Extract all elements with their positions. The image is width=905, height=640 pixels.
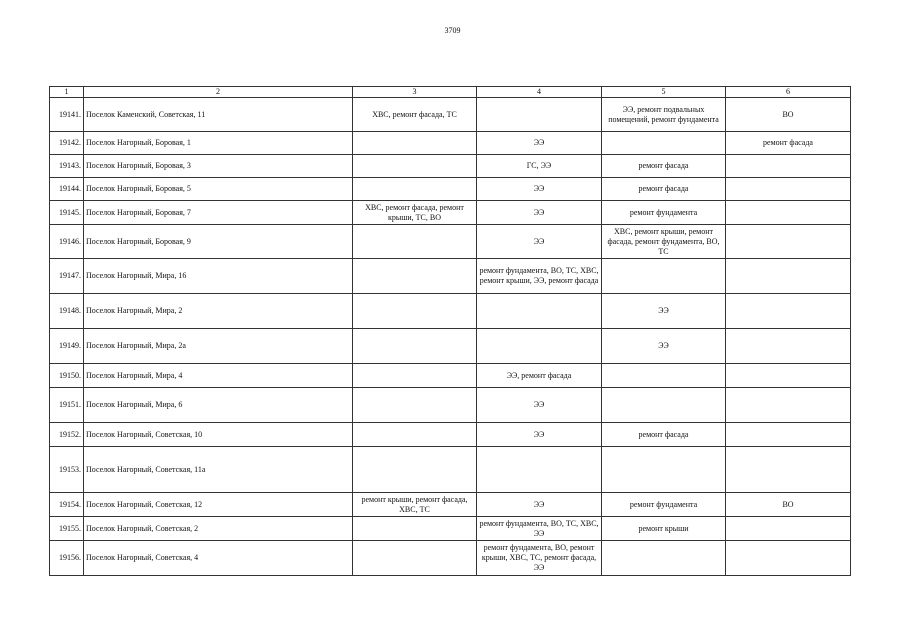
column-5-cell xyxy=(602,132,726,155)
column-4-cell: ЭЭ xyxy=(477,201,602,225)
row-number: 19149. xyxy=(50,329,84,364)
column-3-cell xyxy=(353,364,477,388)
address-cell: Поселок Нагорный, Советская, 2 xyxy=(84,517,353,541)
address-cell: Поселок Каменский, Советская, 11 xyxy=(84,98,353,132)
column-6-cell xyxy=(726,364,851,388)
column-3-cell xyxy=(353,517,477,541)
column-5-cell: ремонт фундамента xyxy=(602,493,726,517)
column-header: 1 xyxy=(50,87,84,98)
table-row xyxy=(50,201,851,225)
column-5-cell: ЭЭ xyxy=(602,294,726,329)
address-cell: Поселок Нагорный, Боровая, 7 xyxy=(84,201,353,225)
row-number: 19142. xyxy=(50,132,84,155)
row-number: 19156. xyxy=(50,541,84,576)
address-cell: Поселок Нагорный, Мира, 16 xyxy=(84,259,353,294)
table-row xyxy=(50,493,851,517)
column-6-cell xyxy=(726,541,851,576)
address-cell: Поселок Нагорный, Мира, 2а xyxy=(84,329,353,364)
column-4-cell xyxy=(477,329,602,364)
row-number: 19143. xyxy=(50,155,84,178)
address-cell: Поселок Нагорный, Мира, 4 xyxy=(84,364,353,388)
column-5-cell xyxy=(602,259,726,294)
column-3-cell xyxy=(353,259,477,294)
row-number: 19141. xyxy=(50,98,84,132)
table-row xyxy=(50,294,851,329)
row-number: 19153. xyxy=(50,447,84,493)
column-header: 4 xyxy=(477,87,602,98)
column-6-cell xyxy=(726,155,851,178)
column-4-cell: ЭЭ xyxy=(477,178,602,201)
table-row xyxy=(50,329,851,364)
column-3-cell xyxy=(353,388,477,423)
table-row xyxy=(50,423,851,447)
row-number: 19155. xyxy=(50,517,84,541)
address-cell: Поселок Нагорный, Советская, 12 xyxy=(84,493,353,517)
table-row xyxy=(50,259,851,294)
column-6-cell xyxy=(726,329,851,364)
column-3-cell xyxy=(353,132,477,155)
column-6-cell: ВО xyxy=(726,98,851,132)
column-3-cell: ремонт крыши, ремонт фасада, ХВС, ТС xyxy=(353,493,477,517)
table-row xyxy=(50,541,851,576)
column-5-cell: ремонт фасада xyxy=(602,178,726,201)
address-cell: Поселок Нагорный, Боровая, 9 xyxy=(84,225,353,259)
column-4-cell xyxy=(477,98,602,132)
address-cell: Поселок Нагорный, Боровая, 5 xyxy=(84,178,353,201)
column-3-cell: ХВС, ремонт фасада, ТС xyxy=(353,98,477,132)
address-cell: Поселок Нагорный, Советская, 4 xyxy=(84,541,353,576)
column-6-cell xyxy=(726,447,851,493)
table-row xyxy=(50,447,851,493)
table-row xyxy=(50,155,851,178)
column-6-cell: ВО xyxy=(726,493,851,517)
row-number: 19145. xyxy=(50,201,84,225)
column-header: 6 xyxy=(726,87,851,98)
column-3-cell xyxy=(353,447,477,493)
address-cell: Поселок Нагорный, Советская, 11а xyxy=(84,447,353,493)
column-6-cell xyxy=(726,294,851,329)
page-number: 3709 xyxy=(444,26,461,35)
registry-table xyxy=(49,86,851,576)
row-number: 19148. xyxy=(50,294,84,329)
column-5-cell xyxy=(602,541,726,576)
table-row xyxy=(50,225,851,259)
column-4-cell: ГС, ЭЭ xyxy=(477,155,602,178)
column-6-cell xyxy=(726,259,851,294)
column-3-cell xyxy=(353,294,477,329)
row-number: 19152. xyxy=(50,423,84,447)
column-3-cell: ХВС, ремонт фасада, ремонт крыши, ТС, ВО xyxy=(353,201,477,225)
column-5-cell: ХВС, ремонт крыши, ремонт фасада, ремонт фундамента, ВО, ТС xyxy=(602,225,726,259)
column-4-cell: ЭЭ xyxy=(477,388,602,423)
column-3-cell xyxy=(353,225,477,259)
column-4-cell: ЭЭ xyxy=(477,132,602,155)
address-cell: Поселок Нагорный, Советская, 10 xyxy=(84,423,353,447)
table-row xyxy=(50,178,851,201)
address-cell: Поселок Нагорный, Боровая, 1 xyxy=(84,132,353,155)
column-4-cell: ЭЭ xyxy=(477,423,602,447)
address-cell: Поселок Нагорный, Боровая, 3 xyxy=(84,155,353,178)
column-4-cell: ЭЭ, ремонт фасада xyxy=(477,364,602,388)
column-4-cell: ремонт фундамента, ВО, ТС, ХВС, ЭЭ xyxy=(477,517,602,541)
column-5-cell xyxy=(602,388,726,423)
column-3-cell xyxy=(353,178,477,201)
column-4-cell: ремонт фундамента, ВО, ТС, ХВС, ремонт крыши, ЭЭ, ремонт фасада xyxy=(477,259,602,294)
column-6-cell xyxy=(726,517,851,541)
column-5-cell: ремонт фасада xyxy=(602,423,726,447)
column-5-cell xyxy=(602,447,726,493)
column-header: 5 xyxy=(602,87,726,98)
column-3-cell xyxy=(353,541,477,576)
table-row xyxy=(50,388,851,423)
row-number: 19154. xyxy=(50,493,84,517)
row-number: 19147. xyxy=(50,259,84,294)
address-cell: Поселок Нагорный, Мира, 2 xyxy=(84,294,353,329)
column-4-cell xyxy=(477,294,602,329)
header-row xyxy=(50,87,851,98)
column-5-cell: ЭЭ, ремонт подвальных помещений, ремонт фундамента xyxy=(602,98,726,132)
column-6-cell xyxy=(726,423,851,447)
column-6-cell xyxy=(726,178,851,201)
column-5-cell: ремонт фундамента xyxy=(602,201,726,225)
column-3-cell xyxy=(353,155,477,178)
column-3-cell xyxy=(353,423,477,447)
table-row xyxy=(50,517,851,541)
column-4-cell: ЭЭ xyxy=(477,493,602,517)
table-row xyxy=(50,364,851,388)
column-6-cell xyxy=(726,201,851,225)
row-number: 19151. xyxy=(50,388,84,423)
column-5-cell: ремонт фасада xyxy=(602,155,726,178)
row-number: 19146. xyxy=(50,225,84,259)
column-5-cell: ЭЭ xyxy=(602,329,726,364)
column-5-cell xyxy=(602,364,726,388)
address-cell: Поселок Нагорный, Мира, 6 xyxy=(84,388,353,423)
table-row xyxy=(50,132,851,155)
column-6-cell xyxy=(726,388,851,423)
column-6-cell: ремонт фасада xyxy=(726,132,851,155)
column-3-cell xyxy=(353,329,477,364)
column-6-cell xyxy=(726,225,851,259)
row-number: 19150. xyxy=(50,364,84,388)
table-row xyxy=(50,98,851,132)
column-header: 2 xyxy=(84,87,353,98)
row-number: 19144. xyxy=(50,178,84,201)
column-4-cell xyxy=(477,447,602,493)
column-header: 3 xyxy=(353,87,477,98)
column-4-cell: ЭЭ xyxy=(477,225,602,259)
column-4-cell: ремонт фундамента, ВО, ремонт крыши, ХВС, ТС, ремонт фасада, ЭЭ xyxy=(477,541,602,576)
column-5-cell: ремонт крыши xyxy=(602,517,726,541)
